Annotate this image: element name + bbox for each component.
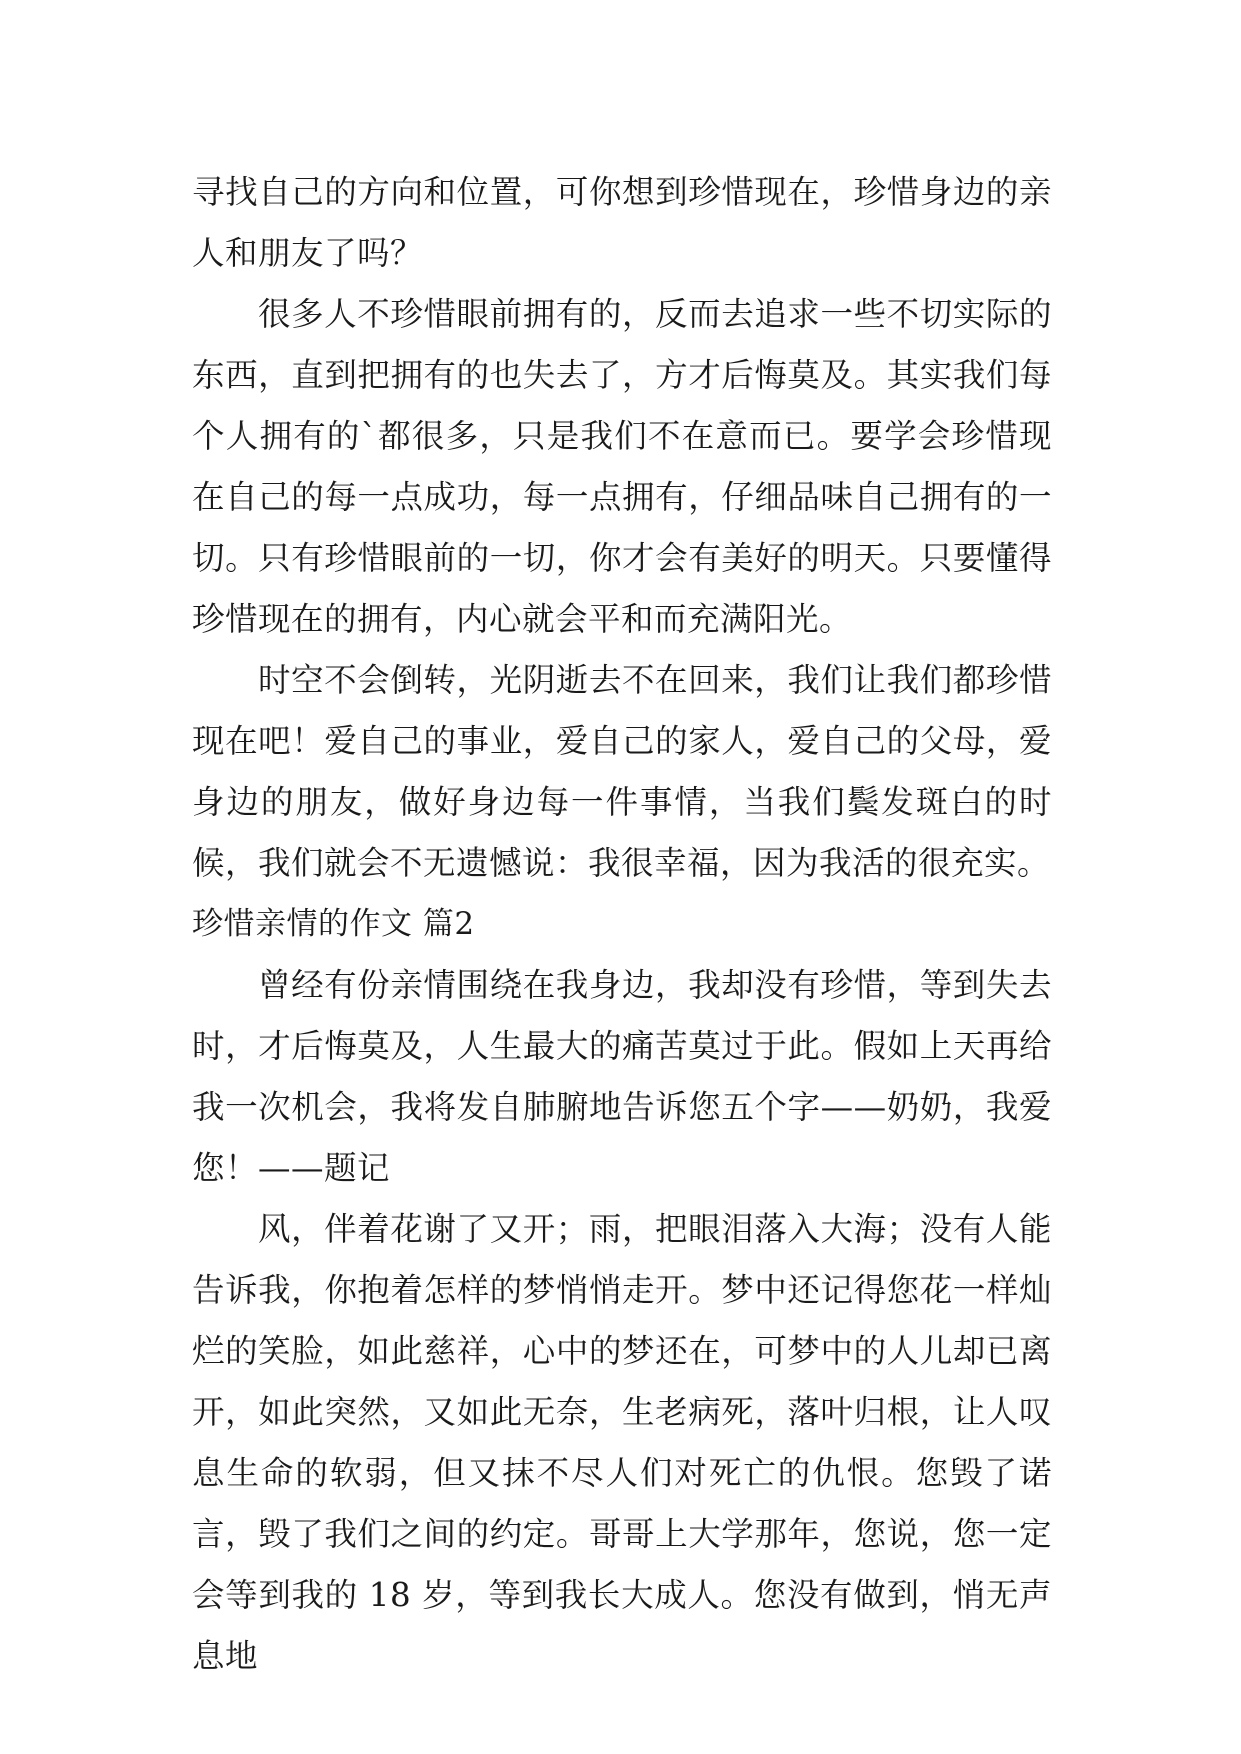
document-body — [192, 162, 1052, 1687]
paragraph-1: 寻找自己的方向和位置，可你想到珍惜现在，珍惜身边的亲人和朋友了吗？ — [192, 173, 1052, 272]
paragraph-5: 风，伴着花谢了又开；雨，把眼泪落入大海；没有人能告诉我，你抱着怎样的梦悄悄走开。梦中还记得您花一样灿烂的笑脸，如此慈祥，心中的梦还在，可梦中的人儿却已离开，如此突然，又如此无奈，生老病死，落叶归根，让人叹息生命的软弱，但又抹不尽人们对死亡的仇恨。您毁了诺言，毁了我们之间的约定。哥哥上大学那年，您说，您一定会等到我的 18 岁，等到我长大成人。您没有做到，悄无声息地 — [192, 1210, 1052, 1675]
paragraph-4: 曾经有份亲情围绕在我身边，我却没有珍惜，等到失去时，才后悔莫及，人生最大的痛苦莫过于此。假如上天再给我一次机会，我将发自肺腑地告诉您五个字——奶奶，我爱您！——题记 — [192, 966, 1052, 1187]
section-heading: 珍惜亲情的作文 篇2 — [192, 906, 475, 942]
paragraph-2: 很多人不珍惜眼前拥有的，反而去追求一些不切实际的东西，直到把拥有的也失去了，方才后悔莫及。其实我们每个人拥有的`都很多，只是我们不在意而已。要学会珍惜现在自己的每一点成功，每一点拥有，仔细品味自己拥有的一切。只有珍惜眼前的一切，你才会有美好的明天。只要懂得珍惜现在的拥有，内心就会平和而充满阳光。 — [192, 295, 1052, 638]
paragraph-3: 时空不会倒转，光阴逝去不在回来，我们让我们都珍惜现在吧！爱自己的事业，爱自己的家人，爱自己的父母，爱身边的朋友，做好身边每一件事情，当我们鬓发斑白的时候，我们就会不无遗憾说：我很幸福，因为我活的很充实。 — [192, 661, 1052, 882]
